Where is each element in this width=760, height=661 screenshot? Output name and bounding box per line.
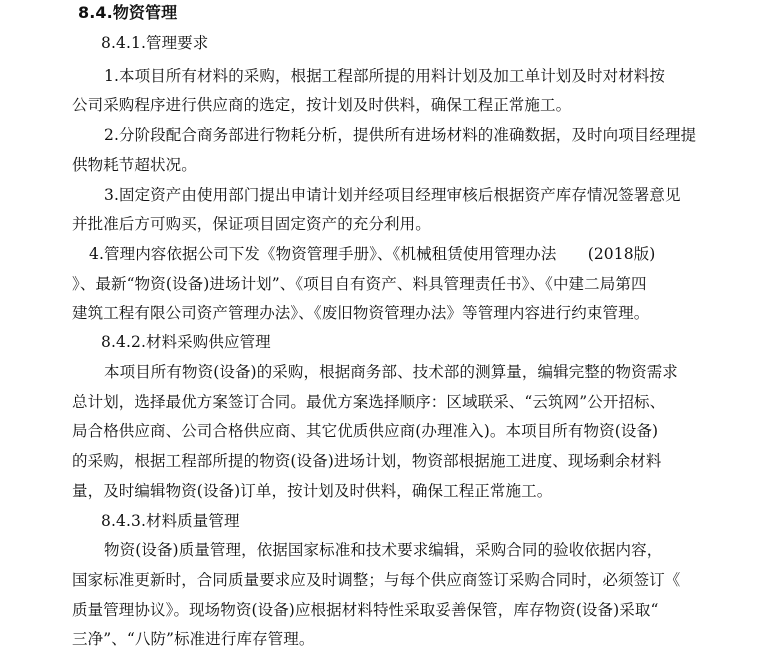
paragraph-line: 4.管理内容依据公司下发《物资管理手册》、《机械租赁使用管理办法 (2018版) (89, 245, 656, 263)
subsection-heading-8-4-1: 8.4.1.管理要求 (101, 34, 209, 52)
paragraph-line: 》、最新“物资(设备)进场计划”、《项目自有资产、料具管理责任书》、《中建二局第四 (72, 275, 647, 293)
paragraph-line: 1.本项目所有材料的采购，根据工程部所提的用料计划及加工单计划及时对材料按 (104, 67, 665, 85)
paragraph-line: 的采购，根据工程部所提的物资(设备)进场计划，物资部根据施工进度、现场剩余材料 (72, 452, 662, 470)
paragraph-line: 建筑工程有限公司资产管理办法》、《废旧物资管理办法》等管理内容进行约束管理。 (72, 304, 650, 322)
paragraph-line: 3.固定资产由使用部门提出申请计划并经项目经理审核后根据资产库存情况签署意见 (104, 186, 681, 204)
paragraph-line: 2.分阶段配合商务部进行物耗分析，提供所有进场材料的准确数据，及时向项目经理提 (104, 126, 697, 144)
paragraph-line: 局合格供应商、公司合格供应商、其它优质供应商(办理准入)。本项目所有物资(设备) (72, 422, 659, 440)
paragraph-line: 供物耗节超状况。 (72, 156, 197, 174)
paragraph-line: 质量管理协议》。现场物资(设备)应根据材料特性采取妥善保管，库存物资(设备)采取“ (72, 601, 659, 619)
subsection-heading-8-4-2: 8.4.2.材料采购供应管理 (101, 333, 271, 351)
paragraph-line: 国家标准更新时，合同质量要求应及时调整；与每个供应商签订采购合同时，必须签订《 (72, 571, 681, 589)
subsection-heading-8-4-3: 8.4.3.材料质量管理 (101, 512, 240, 530)
paragraph-line: 物资(设备)质量管理，依据国家标准和技术要求编辑，采购合同的验收依据内容， (104, 541, 663, 559)
paragraph-line: 三净”、“八防”标准进行库存管理。 (72, 630, 315, 648)
paragraph-line: 量，及时编辑物资(设备)订单，按计划及时供料，确保工程正常施工。 (72, 482, 553, 500)
paragraph-line: 总计划，选择最优方案签订合同。最优方案选择顺序：区域联采、“云筑网”公开招标、 (72, 393, 666, 411)
paragraph-line: 本项目所有物资(设备)的采购，根据商务部、技术部的测算量，编辑完整的物资需求 (104, 363, 678, 381)
section-heading: 8.4.物资管理 (78, 3, 178, 22)
paragraph-line: 并批准后方可购买，保证项目固定资产的充分利用。 (72, 215, 431, 233)
paragraph-line: 公司采购程序进行供应商的选定，按计划及时供料，确保工程正常施工。 (72, 96, 572, 114)
